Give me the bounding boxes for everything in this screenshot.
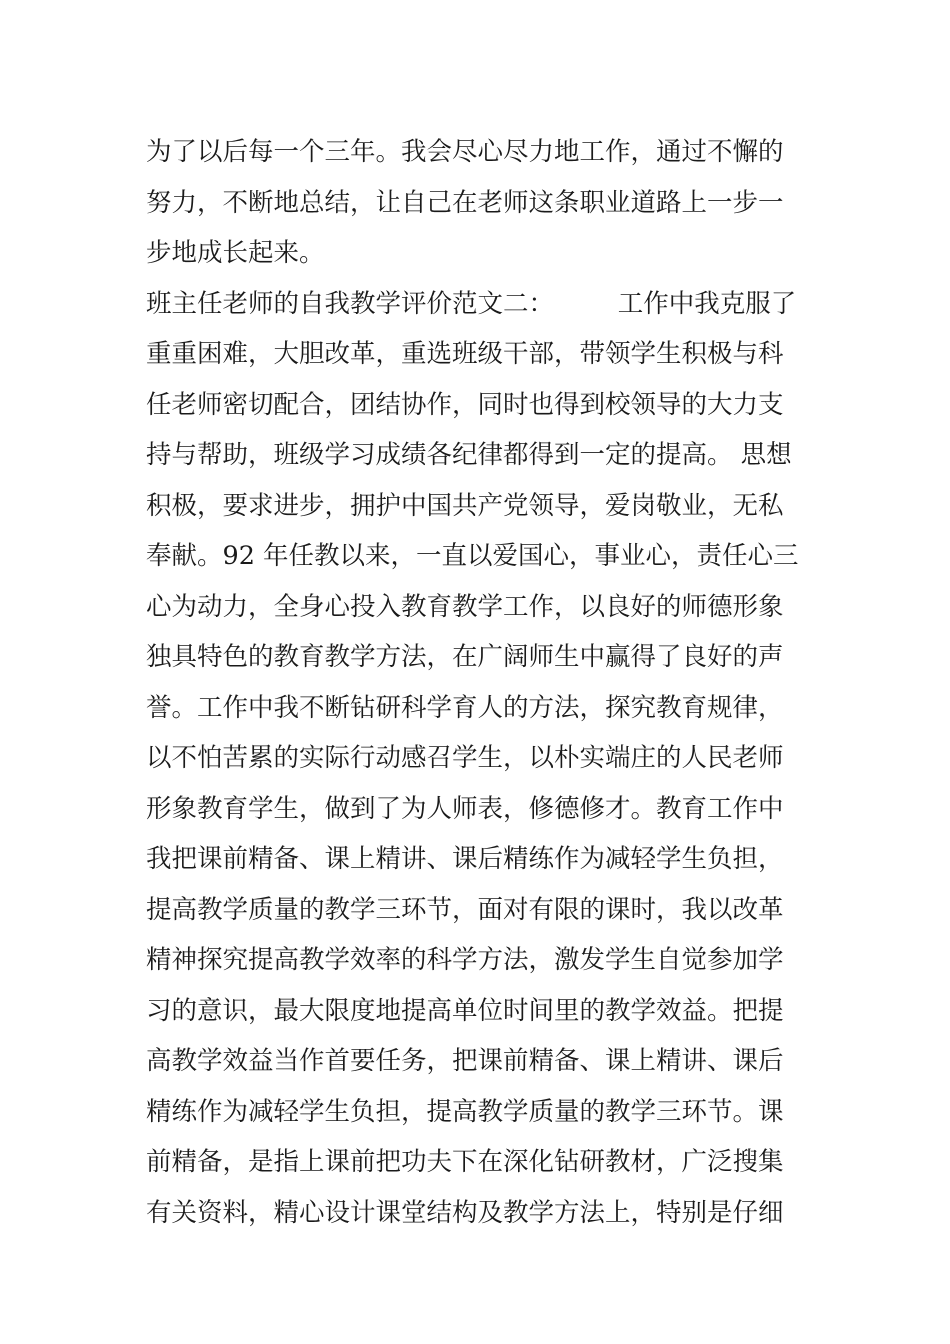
text-line: 形象教育学生，做到了为人师表，修德修才。教育工作中 bbox=[146, 793, 784, 824]
text-line: 班主任老师的自我教学评价范文二： 工作中我克服了 bbox=[146, 288, 797, 319]
text-line: 高教学效益当作首要任务，把课前精备、课上精讲、课后 bbox=[146, 1046, 784, 1076]
text-line: 独具特色的教育教学方法，在广阔师生中赢得了良好的声 bbox=[146, 642, 784, 672]
text-line: 精神探究提高教学效率的科学方法，激发学生自觉参加学 bbox=[146, 945, 784, 975]
text-line: 我把课前精备、课上精讲、课后精练作为减轻学生负担， bbox=[146, 844, 784, 874]
body-text bbox=[146, 130, 816, 1241]
text-line: 持与帮助，班级学习成绩各纪律都得到一定的提高。 思想 bbox=[146, 440, 792, 470]
text-line: 以不怕苦累的实际行动感召学生，以朴实端庄的人民老师 bbox=[146, 743, 784, 773]
text-line: 重重困难，大胆改革，重选班级干部，带领学生积极与科 bbox=[146, 339, 784, 369]
text-line: 积极，要求进步，拥护中国共产党领导，爱岗敬业，无私 bbox=[146, 490, 784, 521]
text-line: 前精备，是指上课前把功夫下在深化钻研教材，广泛搜集 bbox=[146, 1147, 784, 1177]
text-line: 心为动力，全身心投入教育教学工作，以良好的师德形象 bbox=[146, 591, 784, 622]
text-line: 为了以后每一个三年。我会尽心尽力地工作，通过不懈的 bbox=[146, 137, 784, 167]
text-line: 有关资料，精心设计课堂结构及教学方法上，特别是仔细 bbox=[146, 1197, 784, 1228]
text-line: 任老师密切配合，团结协作，同时也得到校领导的大力支 bbox=[146, 389, 784, 420]
text-line: 步地成长起来。 bbox=[146, 238, 325, 268]
text-line: 精练作为减轻学生负担，提高教学质量的教学三环节。课 bbox=[146, 1096, 784, 1127]
text-line: 习的意识，最大限度地提高单位时间里的教学效益。把提 bbox=[146, 995, 784, 1026]
text-line: 誉。工作中我不断钻研科学育人的方法，探究教育规律， bbox=[146, 692, 784, 723]
text-line: 努力，不断地总结，让自己在老师这条职业道路上一步一 bbox=[146, 187, 784, 218]
text-line: 奉献。92 年任教以来，一直以爱国心，事业心，责任心三 bbox=[146, 541, 799, 571]
text-line: 提高教学质量的教学三环节，面对有限的课时，我以改革 bbox=[146, 894, 784, 925]
